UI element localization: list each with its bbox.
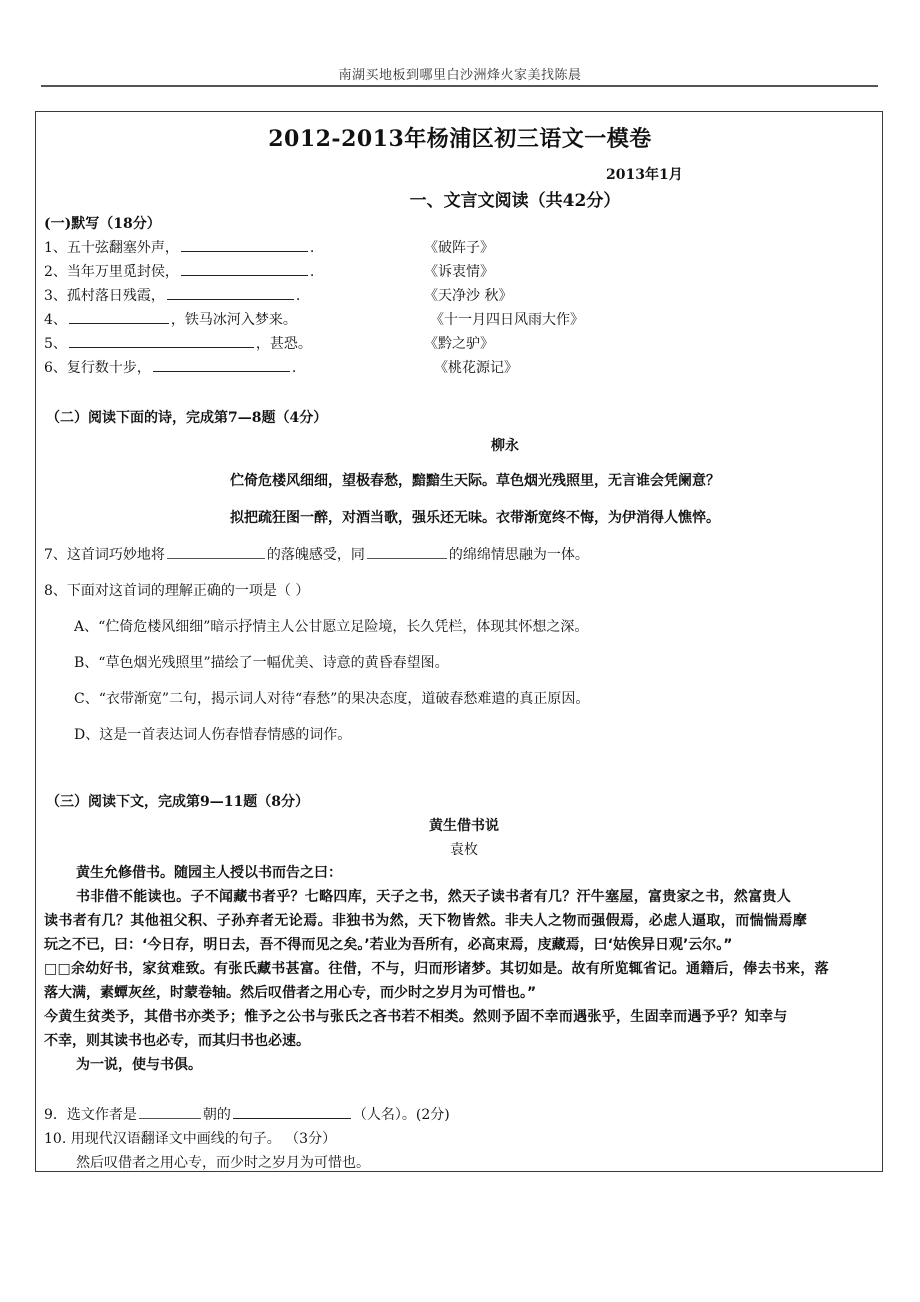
item-source: 《桃花源记》 [434, 360, 518, 376]
item-number: 3、 [44, 288, 67, 304]
q7-text-a: 7、这首词巧妙地将 [44, 547, 165, 563]
part2-heading: （二）阅读下面的诗，完成第7—8题（4分） [46, 410, 328, 426]
dictation-item [44, 357, 296, 377]
poem-line: 伫倚危楼风细细，望极春愁，黯黯生天际。草色烟光残照里，无言谁会凭阑意？ [230, 473, 720, 489]
essay-author: 袁枚 [450, 842, 478, 858]
passage-line: □□余幼好书，家贫难致。有张氏藏书甚富。往借，不与，归而形诸梦。其切如是。故有所览辄省记。通籍后，俸去书来，落 [44, 961, 829, 977]
q9-text-b: 朝的 [202, 1107, 231, 1123]
q7-text-c: 的绵绵情思融为一体。 [448, 547, 589, 563]
essay-title: 黄生借书说 [429, 818, 499, 834]
poem-line: 拟把疏狂图一醉，对酒当歌，强乐还无味。衣带渐宽终不悔，为伊消得人憔悴。 [230, 510, 720, 526]
question-10-sentence: 然后叹借者之用心专，而少时之岁月为可惜也。 [76, 1155, 370, 1171]
passage-line: 不幸，则其读书也必专，而其归书也必速。 [44, 1033, 310, 1049]
item-text-end: . [295, 288, 301, 304]
answer-blank[interactable] [181, 261, 308, 276]
passage-line: 读书者有几？其他祖父积、子孙弃者无论焉。非独书为然，天下物皆然。非夫人之物而强假焉，必虑人逼取，而惴惴焉摩 [44, 913, 808, 929]
dictation-item [44, 309, 297, 329]
option-b[interactable]: B、“草色烟光残照里”描绘了一幅优美、诗意的黄昏春望图。 [74, 655, 449, 671]
dictation-item [44, 237, 314, 257]
item-text: 当年万里觅封侯， [66, 264, 179, 280]
option-d[interactable]: D、这是一首表达词人伤春惜春情感的词作。 [74, 727, 352, 743]
answer-blank[interactable] [181, 237, 308, 252]
exam-date: 2013年1月 [606, 167, 683, 183]
item-text-end: . [309, 264, 315, 280]
item-source: 《诉衷情》 [424, 264, 494, 280]
q9-text-a: 9．选文作者是 [44, 1107, 137, 1123]
passage-line: 落大满，素蟫灰丝，时蒙卷轴。然后叹借者之用心专，而少时之岁月为可惜也。” [44, 985, 537, 1001]
answer-blank[interactable] [233, 1104, 351, 1119]
item-text: 孤村落日残霞， [66, 288, 165, 304]
item-number: 1、 [44, 240, 67, 256]
option-c[interactable]: C、“衣带渐宽”二句，揭示词人对待“春愁”的果决态度，道破春愁难遣的真正原因。 [74, 691, 590, 707]
dictation-item [44, 261, 314, 281]
question-7 [44, 544, 589, 564]
item-number: 5、 [44, 336, 67, 352]
passage-line: 玩之不已，曰：‘今日存，明日去，吾不得而见之矣。’若业为吾所有，必高束焉，庋藏焉，曰‘姑俟异日观’云尔。” [44, 937, 733, 953]
answer-blank[interactable] [139, 1104, 201, 1119]
answer-blank[interactable] [167, 285, 294, 300]
dictation-item [44, 285, 300, 305]
passage-line: 黄生允修借书。随园主人授以书而告之曰： [76, 865, 342, 881]
passage-line: 为一说，使与书俱。 [76, 1057, 202, 1073]
section-title: 一、文言文阅读（共42分） [409, 191, 621, 211]
part3-heading: （三）阅读下文，完成第9—11题（8分） [46, 794, 309, 810]
item-text-end: ，铁马冰河入梦来。 [170, 312, 297, 328]
item-number: 6、 [44, 360, 67, 376]
item-source: 《黔之驴》 [424, 336, 494, 352]
passage-line: 书非借不能读也。子不闻藏书者乎？七略四库，天子之书，然天子读书者有几？汗牛塞屋，富贵家之书，然富贵人 [76, 889, 791, 905]
item-number: 2、 [44, 264, 67, 280]
page-title: 2012-2013年杨浦区初三语文一模卷 [268, 126, 652, 152]
header-divider [41, 85, 878, 87]
part1-heading [44, 213, 161, 233]
item-text-end: ，甚恐。 [255, 336, 312, 352]
answer-blank[interactable] [153, 357, 290, 372]
item-text-end: . [291, 360, 297, 376]
item-number: 4、 [44, 312, 67, 328]
answer-blank[interactable] [69, 333, 254, 348]
q9-text-c: （人名）。(2分) [352, 1107, 450, 1123]
item-text: 复行数十步， [66, 360, 151, 376]
question-9 [44, 1104, 450, 1124]
question-8-stem: 8、下面对这首词的理解正确的一项是（ ） [44, 583, 310, 599]
item-source: 《十一月四日风雨大作》 [430, 312, 584, 328]
passage-line: 今黄生贫类予，其借书亦类予；惟予之公书与张氏之吝书若不相类。然则予固不幸而遇张乎，生固幸而遇予乎？知幸与 [44, 1009, 788, 1025]
item-source: 《天净沙 秋》 [424, 288, 513, 304]
item-source: 《破阵子》 [424, 240, 494, 256]
item-text-end: . [309, 240, 315, 256]
question-10-stem: 10. 用现代汉语翻译文中画线的句子。 （3分） [44, 1131, 337, 1147]
answer-blank[interactable] [367, 544, 447, 559]
option-a[interactable]: A、“伫倚危楼风细细”暗示抒情主人公甘愿立足险境，长久凭栏，体现其怀想之深。 [74, 619, 589, 635]
poem-author: 柳永 [491, 438, 519, 454]
dictation-item [44, 333, 312, 353]
page-header: 南湖买地板到哪里白沙洲烽火家美找陈晨 [338, 68, 582, 83]
part1-heading-text: (一)默写（18分） [44, 216, 161, 232]
answer-blank[interactable] [69, 309, 169, 324]
q7-text-b: 的落魄感受，同 [266, 547, 365, 563]
item-text: 五十弦翻塞外声， [66, 240, 179, 256]
answer-blank[interactable] [167, 544, 265, 559]
